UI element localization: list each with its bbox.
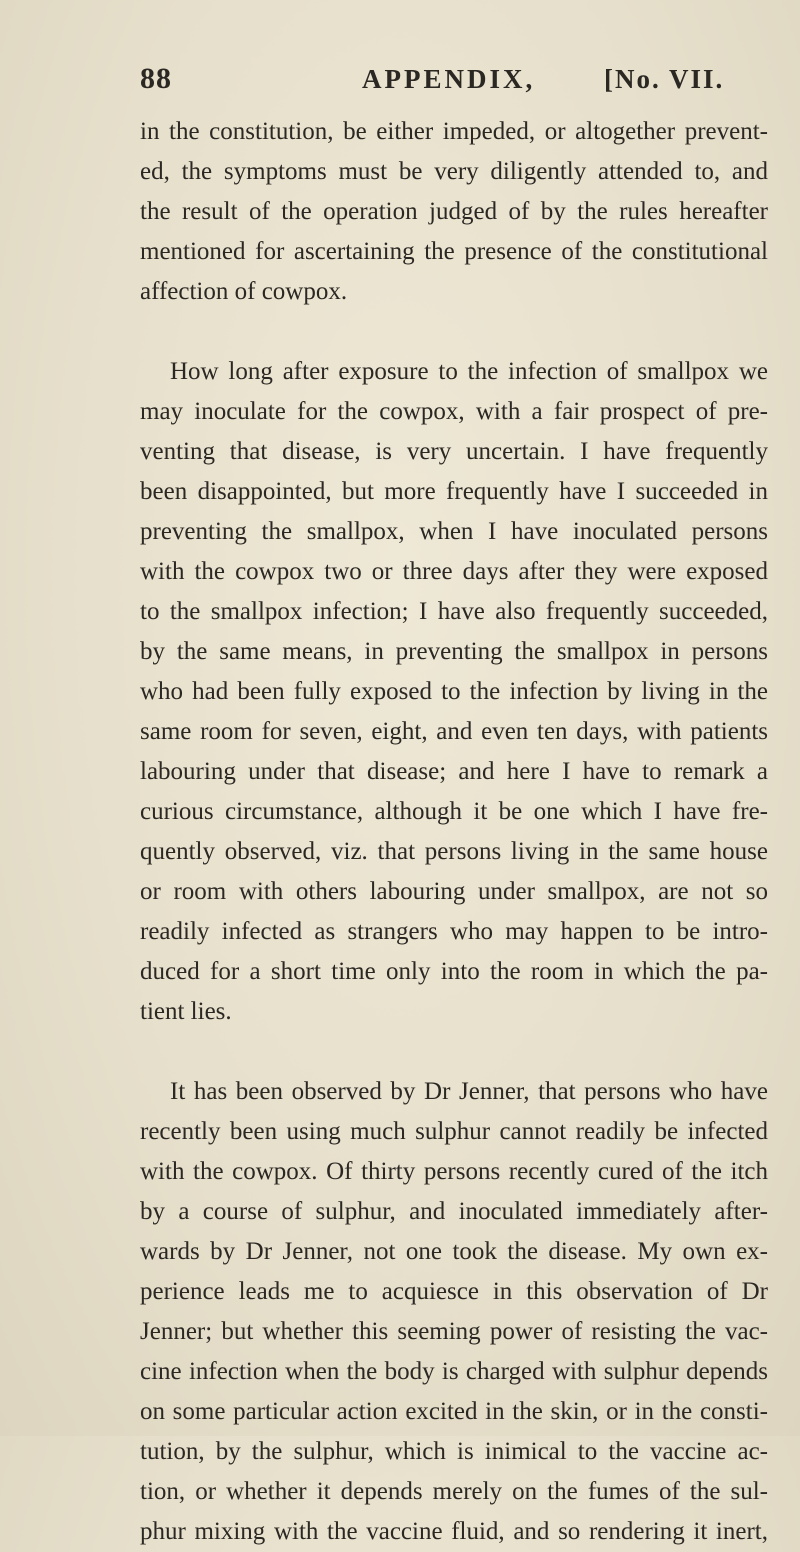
text-line: been disappointed, but more frequently have I succeeded in [140,478,768,505]
text-line: phur mixing with the vaccine fluid, and so rendering it inert, [140,1518,768,1545]
text-line: mentioned for ascertaining the presence of the constitutional [140,238,768,265]
text-line: tion, or whether it depends merely on the fumes of the sul- [140,1478,768,1505]
text-line: How long after exposure to the infection of smallpox we [170,358,768,385]
text-line: Jenner; but whether this seeming power of resisting the vac- [140,1318,768,1345]
text-line: by the same means, in preventing the smallpox in persons [140,638,768,665]
text-line: with the cowpox. Of thirty persons recently cured of the itch [140,1158,768,1185]
text-line: It has been observed by Dr Jenner, that persons who have [170,1078,768,1105]
paragraph-2 [140,352,768,1032]
text-line: labouring under that disease; and here I have to remark a [140,758,768,785]
text-line: the result of the operation judged of by the rules hereafter [140,198,768,225]
text-line: wards by Dr Jenner, not one took the disease. My own ex- [140,1238,768,1265]
text-line: same room for seven, eight, and even ten days, with patients [140,718,768,745]
text-line: or room with others labouring under smallpox, are not so [140,878,768,905]
text-line: tient lies. [140,998,232,1025]
paragraph-1 [140,112,768,312]
text-line: curious circumstance, although it be one which I have fre- [140,798,768,825]
text-line: with the cowpox two or three days after they were exposed [140,558,768,585]
text-line: affection of cowpox. [140,278,348,305]
text-line: venting that disease, is very uncertain. I have frequently [140,438,768,465]
text-line: who had been fully exposed to the infection by living in the [140,678,768,705]
body-text [140,112,768,1552]
paragraph-gap [140,312,768,352]
text-line: on some particular action excited in the skin, or in the consti- [140,1398,768,1425]
text-line: to the smallpox infection; I have also frequently succeeded, [140,598,768,625]
text-line: may inoculate for the cowpox, with a fair prospect of pre- [140,398,768,425]
text-line: cine infection when the body is charged with sulphur depends [140,1358,768,1385]
text-line: preventing the smallpox, when I have inoculated persons [140,518,768,545]
text-line: recently been using much sulphur cannot readily be infected [140,1118,768,1145]
text-line: in the constitution, be either impeded, or altogether prevent- [140,118,768,145]
text-line: ed, the symptoms must be very diligently attended to, and [140,158,768,185]
text-line: by a course of sulphur, and inoculated immediately after- [140,1198,768,1225]
paragraph-3 [140,1072,768,1552]
page-header [140,62,760,102]
paragraph-gap [140,1032,768,1072]
section-label: [No. VII. [604,64,725,94]
text-line: quently observed, viz. that persons living in the same house [140,838,768,865]
page-number: 88 [140,62,172,95]
running-title: APPENDIX, [362,64,536,94]
text-line: duced for a short time only into the room in which the pa- [140,958,768,985]
text-line: perience leads me to acquiesce in this observation of Dr [140,1278,768,1305]
text-line: readily infected as strangers who may happen to be intro- [140,918,768,945]
text-line: tution, by the sulphur, which is inimical to the vaccine ac- [140,1438,768,1465]
